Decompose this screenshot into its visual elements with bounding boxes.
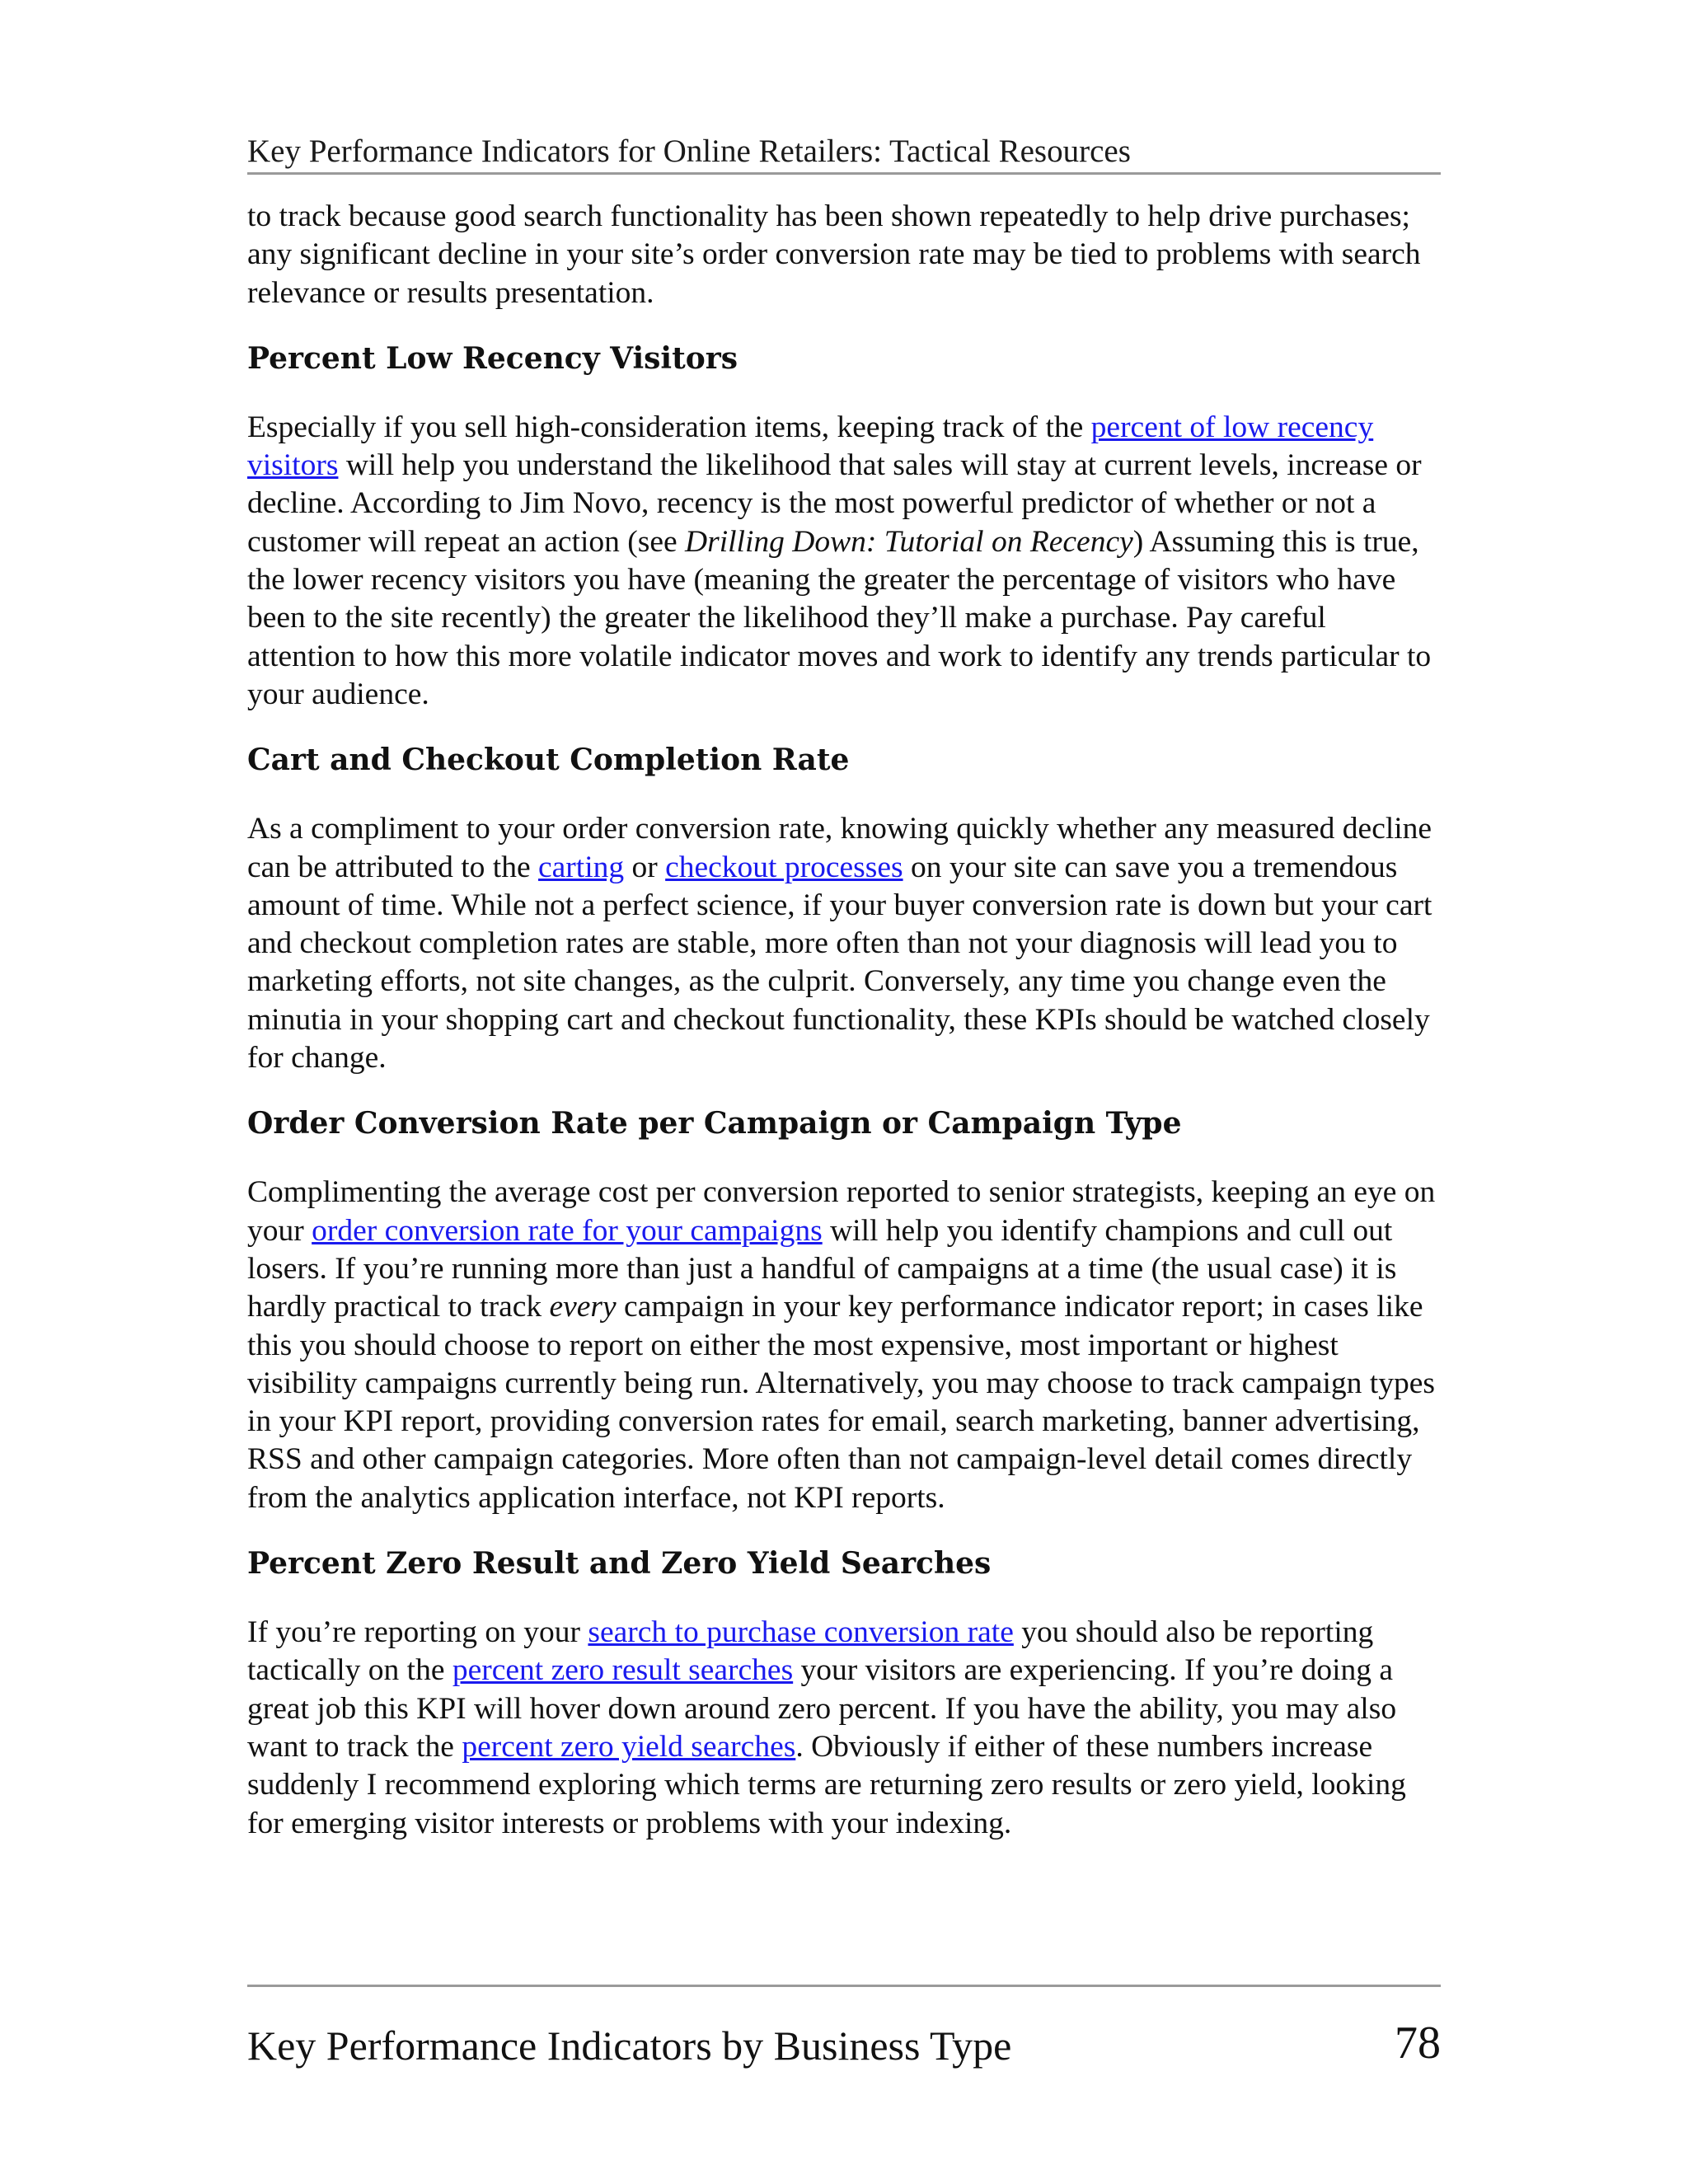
paragraph-low-recency-visitors: [247, 409, 1441, 714]
page-number: 78: [1395, 2018, 1441, 2069]
heading-zero-result-searches: Percent Zero Result and Zero Yield Searches: [247, 1546, 992, 1582]
text-run: As a compliment to your order conversion rate, knowing quickly whether any measured decline can be attributed to the: [247, 812, 1432, 884]
text-run: . Obviously if either of these numbers increase suddenly I recommend exploring which terms are returning zero results or zero yield, looking for emerging visitor interests or problems with your indexing.: [247, 1729, 1406, 1840]
heading-order-conversion-per-campaign: Order Conversion Rate per Campaign or Campaign Type: [247, 1106, 1182, 1141]
text-run: Especially if you sell high-consideration items, keeping track of the: [247, 410, 1091, 444]
link-percent-zero-result-searches[interactable]: percent zero result searches: [452, 1653, 794, 1688]
text-run: or: [624, 850, 666, 884]
text-run: will help you understand the likelihood that sales will stay at current levels, increase or decline. According to Jim Novo, recency is the most powerful predictor of whether or not a customer will repeat an action (see: [247, 448, 1422, 559]
page-body: [247, 198, 1441, 1870]
paragraph-cart-checkout-completion: [247, 810, 1441, 1077]
paragraph-order-conversion-per-campaign: [247, 1174, 1441, 1517]
intro-paragraph: to track because good search functionality has been shown repeatedly to help drive purchases; any significant decline in your site’s order conversion rate may be tied to problems with search relevance or results presentation.: [247, 199, 1421, 310]
text-run: will help you identify champions and cull out losers. If you’re running more than just a handful of campaigns at a time (the usual case) it is hardly practical to track: [247, 1213, 1397, 1324]
link-carting[interactable]: carting: [538, 850, 625, 884]
heading-low-recency-visitors: Percent Low Recency Visitors: [247, 340, 738, 376]
header-rule: [247, 172, 1441, 175]
link-checkout-processes[interactable]: checkout processes: [665, 850, 903, 884]
running-header: Key Performance Indicators for Online Retailers: Tactical Resources: [247, 134, 1131, 169]
link-search-to-purchase-conversion[interactable]: search to purchase conversion rate: [588, 1615, 1014, 1650]
text-run: campaign in your key performance indicator report; in cases like this you should choose to report on either the most expensive, most important or highest visibility campaigns currently being run. Alternatively, you may choose to track campaign types in your KPI report, providing conversion rates for email, search marketing, banner advertising, RSS and other campaign categories. More often than not campaign-level detail comes directly from the analytics application interface, not KPI reports.: [247, 1290, 1435, 1515]
italic-title-drilling-down: Drilling Down: Tutorial on Recency: [685, 524, 1133, 559]
text-run: ) Assuming this is true, the lower recency visitors you have (meaning the greater the percentage of visitors who have been to the site recently) the greater the likelihood they’ll make a purchase. Pay careful attention to how this more volatile indicator moves and work to identify any trends particular to your audience.: [247, 524, 1432, 711]
heading-cart-checkout-completion: Cart and Checkout Completion Rate: [247, 743, 850, 778]
text-run: you should also be reporting tactically on the: [247, 1615, 1374, 1688]
paragraph-zero-result-searches: [247, 1614, 1441, 1843]
italic-every: every: [549, 1290, 617, 1324]
link-percent-zero-yield-searches[interactable]: percent zero yield searches: [462, 1729, 796, 1764]
text-run: If you’re reporting on your: [247, 1615, 588, 1650]
text-run: your visitors are experiencing. If you’re doing a great job this KPI will hover down around zero percent. If you have the ability, you may also want to track the: [247, 1653, 1397, 1764]
text-run: on your site can save you a tremendous amount of time. While not a perfect science, if your buyer conversion rate is down but your cart and checkout completion rates are stable, more often than not your diagnosis will lead you to marketing efforts, not site changes, as the culprit. Conversely, any time you change even the minutia in your shopping cart and checkout functionality, these KPIs should be watched closely for change.: [247, 850, 1432, 1076]
link-percent-low-recency-visitors[interactable]: percent of low recency visitors: [247, 410, 1374, 483]
footer-rule: [247, 1985, 1441, 1987]
running-footer: Key Performance Indicators by Business Type: [247, 2022, 1012, 2069]
link-order-conversion-rate-campaigns[interactable]: order conversion rate for your campaigns: [312, 1213, 823, 1248]
text-run: Complimenting the average cost per conversion reported to senior strategists, keeping an eye on your: [247, 1175, 1436, 1248]
